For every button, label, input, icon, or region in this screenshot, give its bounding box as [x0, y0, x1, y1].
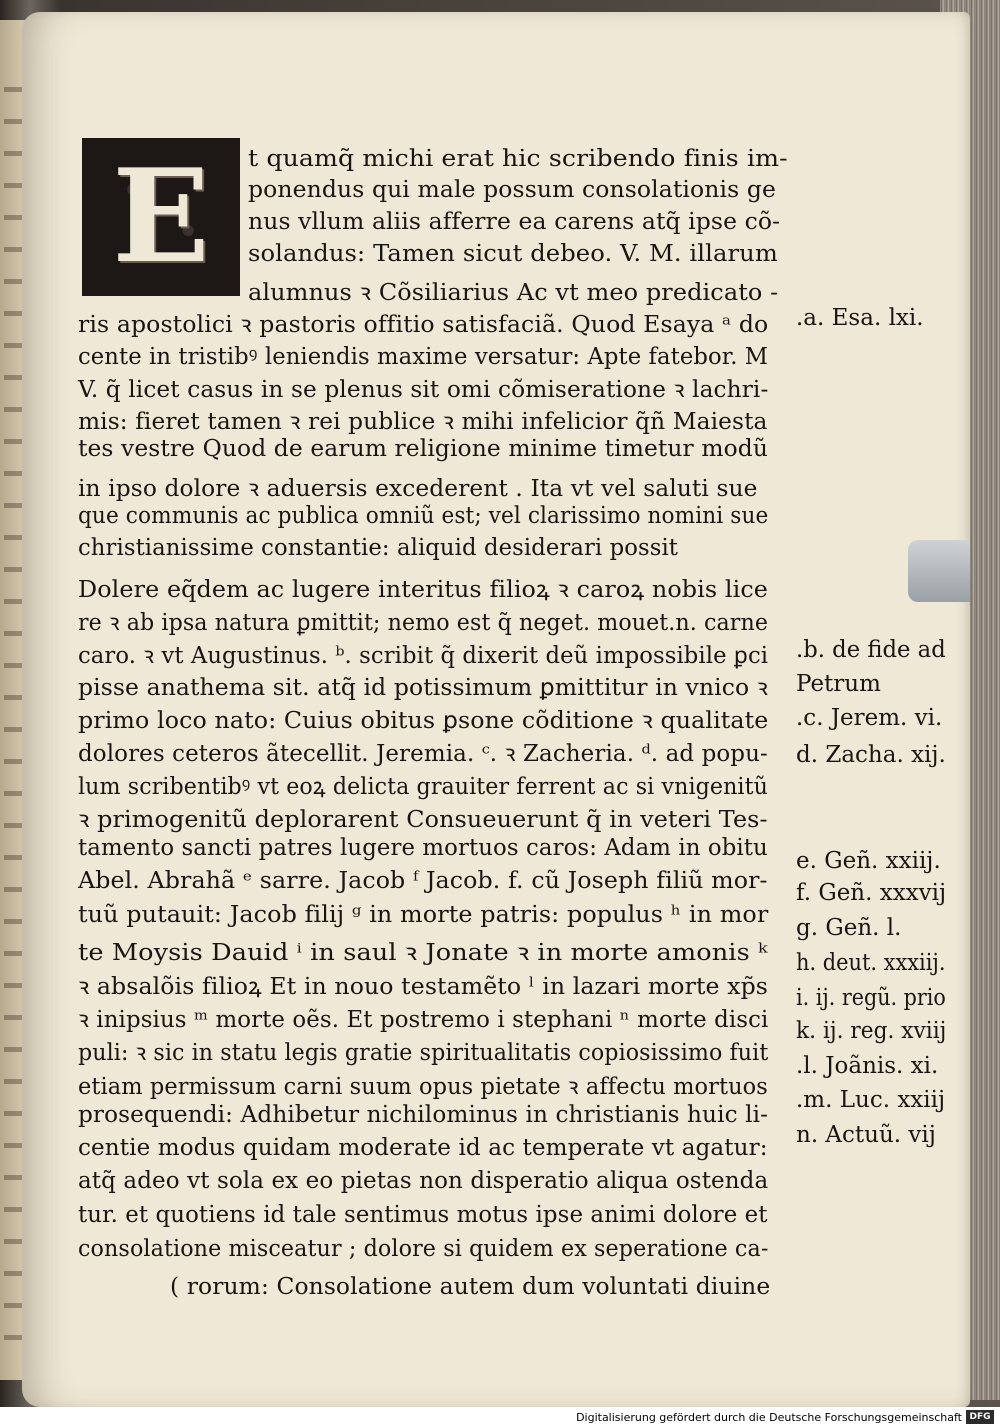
- text-line: puli: ꝛ sic in statu legis gratie spiritualitatis copiosissimo fuit: [78, 1040, 769, 1066]
- marginal-note: d. Zacha. xij.: [796, 742, 946, 768]
- marginal-note: e. Geñ. xxiij.: [796, 848, 941, 874]
- marginal-note: n. Actuũ. vij: [796, 1122, 936, 1148]
- text-line: cente in tristibꝰ leniendis maxime versatur: Apte fatebor. M: [78, 344, 769, 370]
- text-line: dolores ceteros ãtecellit. Jeremia. ᶜ. ꝛ Zacheria. ᵈ. ad popu-: [78, 741, 768, 767]
- text-line: lum scribentibꝰ vt eoꝝ delicta grauiter ferrent ac si vnigenitũ: [78, 774, 768, 800]
- text-line: mis: fieret tamen ꝛ rei publice ꝛ mihi infelicior q̃ñ Maiesta: [78, 409, 768, 435]
- marginal-note: h. deut. xxxiij.: [796, 950, 946, 976]
- marginal-note: .c. Jerem. vi.: [796, 705, 943, 731]
- marginal-note: k. ij. reg. xviij: [796, 1018, 947, 1044]
- text-line: caro. ꝛ vt Augustinus. ᵇ. scribit q̃ dixerit deũ impossibile ꝑci: [78, 643, 769, 669]
- marginal-note: i. ij. regũ. prio: [796, 985, 946, 1011]
- text-line: solandus: Tamen sicut debeo. V. M. illarum: [248, 241, 778, 267]
- footer-credit: Digitalisierung gefördert durch die Deutsche Forschungsgemeinschaft: [576, 1411, 962, 1424]
- text-line: pisse anathema sit. atq̃ id potissimum ꝑmittitur in vnico ꝛ: [78, 675, 768, 701]
- text-line: tamento sancti patres lugere mortuos caros: Adam in obitu: [78, 835, 768, 861]
- text-line: ponendus qui male possum consolationis ge: [248, 177, 776, 203]
- text-line: ꝛ absalõis filioꝝ Et in nouo testamẽto ˡ in lazari morte xp̃s: [78, 974, 769, 1000]
- footer-bar: [0, 1407, 1000, 1427]
- text-line: V. q̃ licet casus in se plenus sit omi cõmiseratione ꝛ lachri-: [78, 377, 769, 403]
- text-line: t quamq̃ michi erat hic scribendo finis im-: [248, 146, 788, 172]
- text-line: etiam permissum carni suum opus pietate ꝛ affectu mortuos: [78, 1074, 768, 1100]
- text-line: nus vllum aliis afferre ea carens atq̃ ipse cõ-: [248, 209, 781, 235]
- text-line: tes vestre Quod de earum religione minime timetur modũ: [78, 436, 769, 462]
- marginal-note: f. Geñ. xxxvij: [796, 880, 947, 906]
- text-line: tuũ putauit: Jacob filij ᵍ in morte patris: populus ʰ in mor: [78, 902, 769, 928]
- text-line: in ipso dolore ꝛ aduersis excederent . Ita vt vel saluti sue: [78, 476, 758, 502]
- dfg-logo: DFG: [966, 1410, 994, 1424]
- text-line: primo loco nato: Cuius obitus ꝑsone cõditione ꝛ qualitate: [78, 708, 769, 734]
- marginal-note: g. Geñ. l.: [796, 915, 902, 941]
- marginal-note: .a. Esa. lxi.: [796, 305, 924, 331]
- marginal-note: .l. Joãnis. xi.: [796, 1053, 939, 1079]
- marginal-note: .b. de fide ad: [796, 637, 946, 663]
- text-line: atq̃ adeo vt sola ex eo pietas non disperatio aliqua ostenda: [78, 1168, 769, 1194]
- text-line: ꝛ inipsius ᵐ morte oẽs. Et postremo i stephani ⁿ morte disci: [78, 1007, 769, 1033]
- text-line: consolatione misceatur ; dolore si quidem ex seperatione ca-: [78, 1236, 769, 1262]
- decorated-initial: [82, 138, 240, 296]
- marginal-note: .m. Luc. xxiij: [796, 1087, 946, 1113]
- marginal-note: Petrum: [796, 671, 881, 697]
- text-line: alumnus ꝛ Cõsiliarius Ac vt meo predicato -: [248, 280, 779, 306]
- text-line: ꝛ primogenitũ deplorarent Consueuerunt q̃ in veteri Tes-: [78, 807, 768, 833]
- text-line: tur. et quotiens id tale sentimus motus ipse animi dolore et: [78, 1202, 768, 1228]
- page-clip: [908, 540, 970, 602]
- initial-letter: E: [112, 142, 210, 292]
- text-line: Dolere eq̃dem ac lugere interitus filioꝝ ꝛ caroꝝ nobis lice: [78, 577, 768, 603]
- text-line: ris apostolici ꝛ pastoris offitio satisfaciã. Quod Esaya ᵃ do: [78, 312, 769, 338]
- text-line: centie modus quidam moderate id ac temperate vt agatur:: [78, 1135, 768, 1161]
- text-line: prosequendi: Adhibetur nichilominus in christianis huic li-: [78, 1102, 769, 1128]
- text-line: que communis ac publica omniũ est; vel clarissimo nomini sue: [78, 503, 769, 529]
- text-line: ( rorum: Consolatione autem dum voluntati diuine: [170, 1274, 771, 1300]
- text-line: christianissime constantie: aliquid desiderari possit: [78, 535, 679, 561]
- text-line: te Moysis Dauid ⁱ in saul ꝛ Jonate ꝛ in morte amonis ᵏ: [78, 940, 768, 966]
- text-line: Abel. Abrahã ᵉ sarre. Jacob ᶠ Jacob. f. cũ Joseph filiũ mor-: [78, 868, 768, 894]
- text-line: re ꝛ ab ipsa natura ꝑmittit; nemo est q̃ neget. mouet.n. carne: [78, 610, 769, 636]
